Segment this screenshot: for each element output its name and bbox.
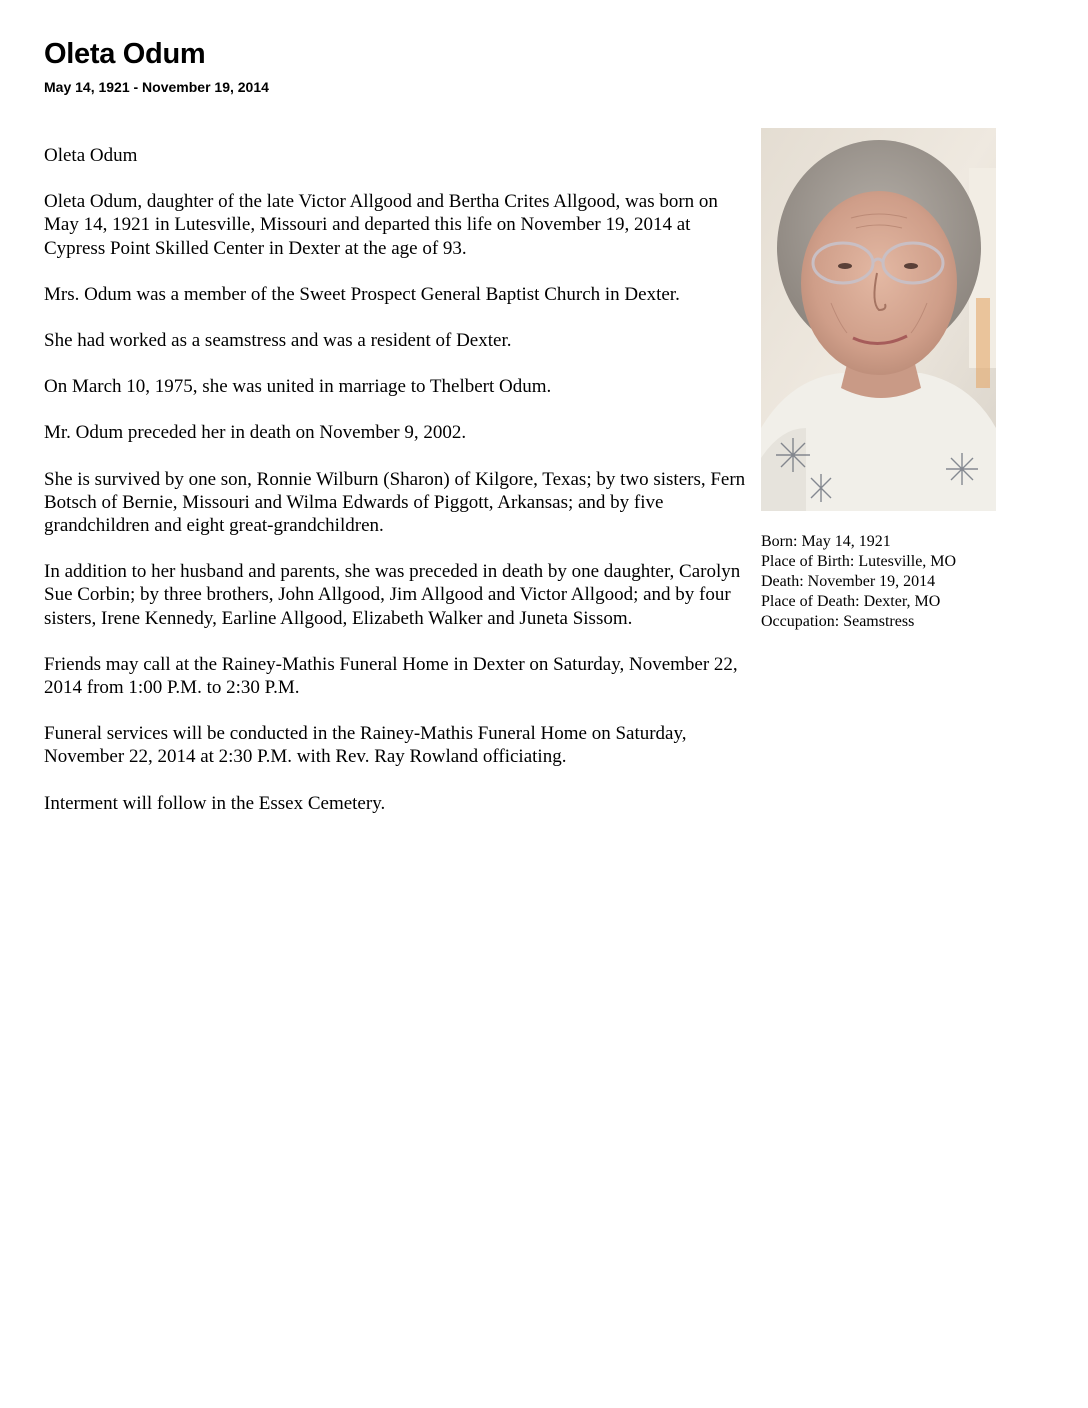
vital-facts (761, 532, 1061, 632)
fact-place-of-birth: Place of Birth: Lutesville, MO (761, 553, 957, 570)
obituary-paragraph: She is survived by one son, Ronnie Wilburn (Sharon) of Kilgore, Texas; by two sisters, Fern Botsch of Bernie, Missouri and Wilma Edwards of Piggott, Arkansas; and by five grandchildren and eight great-grandchildren. (44, 468, 746, 537)
obituary-paragraph: Oleta Odum (44, 145, 138, 166)
obituary-paragraph: Mrs. Odum was a member of the Sweet Prospect General Baptist Church in Dexter. (44, 283, 680, 305)
obituary-paragraph: Oleta Odum, daughter of the late Victor Allgood and Bertha Crites Allgood, was born on May 14, 1921 in Lutesville, Missouri and departed this life on November 19, 2014 at Cypress Point Skilled Center in Dexter at the age of 93. (44, 191, 718, 259)
fact-born: Born: May 14, 1921 (761, 533, 891, 550)
fact-death: Death: November 19, 2014 (761, 573, 936, 590)
obituary-paragraph: Interment will follow in the Essex Cemetery. (44, 792, 386, 814)
obituary-text (44, 144, 756, 838)
portrait-photo-icon (761, 128, 996, 511)
obituary-paragraph: Funeral services will be conducted in the Rainey-Mathis Funeral Home on Saturday, November 22, 2014 at 2:30 P.M. with Rev. Ray Rowland officiating. (44, 723, 687, 768)
portrait-photo (761, 128, 996, 511)
obituary-paragraph: Friends may call at the Rainey-Mathis Funeral Home in Dexter on Saturday, November 22, 2014 from 1:00 P.M. to 2:30 P.M. (44, 653, 738, 699)
life-dates: May 14, 1921 - November 19, 2014 (44, 79, 269, 95)
obituary-paragraph: On March 10, 1975, she was united in marriage to Thelbert Odum. (44, 376, 552, 398)
obituary-paragraph: Mr. Odum preceded her in death on November 9, 2002. (44, 422, 467, 444)
obituary-paragraph: In addition to her husband and parents, she was preceded in death by one daughter, Carolyn Sue Corbin; by three brothers, John Allgood, Jim Allgood and Victor Allgood; and by four sisters, Irene Kennedy, Earline Allgood, Elizabeth Walker and Juneta Sissom. (44, 561, 741, 629)
fact-place-of-death: Place of Death: Dexter, MO (761, 593, 941, 610)
fact-occupation: Occupation: Seamstress (761, 613, 915, 630)
obituary-header (44, 36, 744, 96)
obituary-paragraph: She had worked as a seamstress and was a resident of Dexter. (44, 330, 512, 352)
page-title: Oleta Odum (44, 38, 206, 70)
